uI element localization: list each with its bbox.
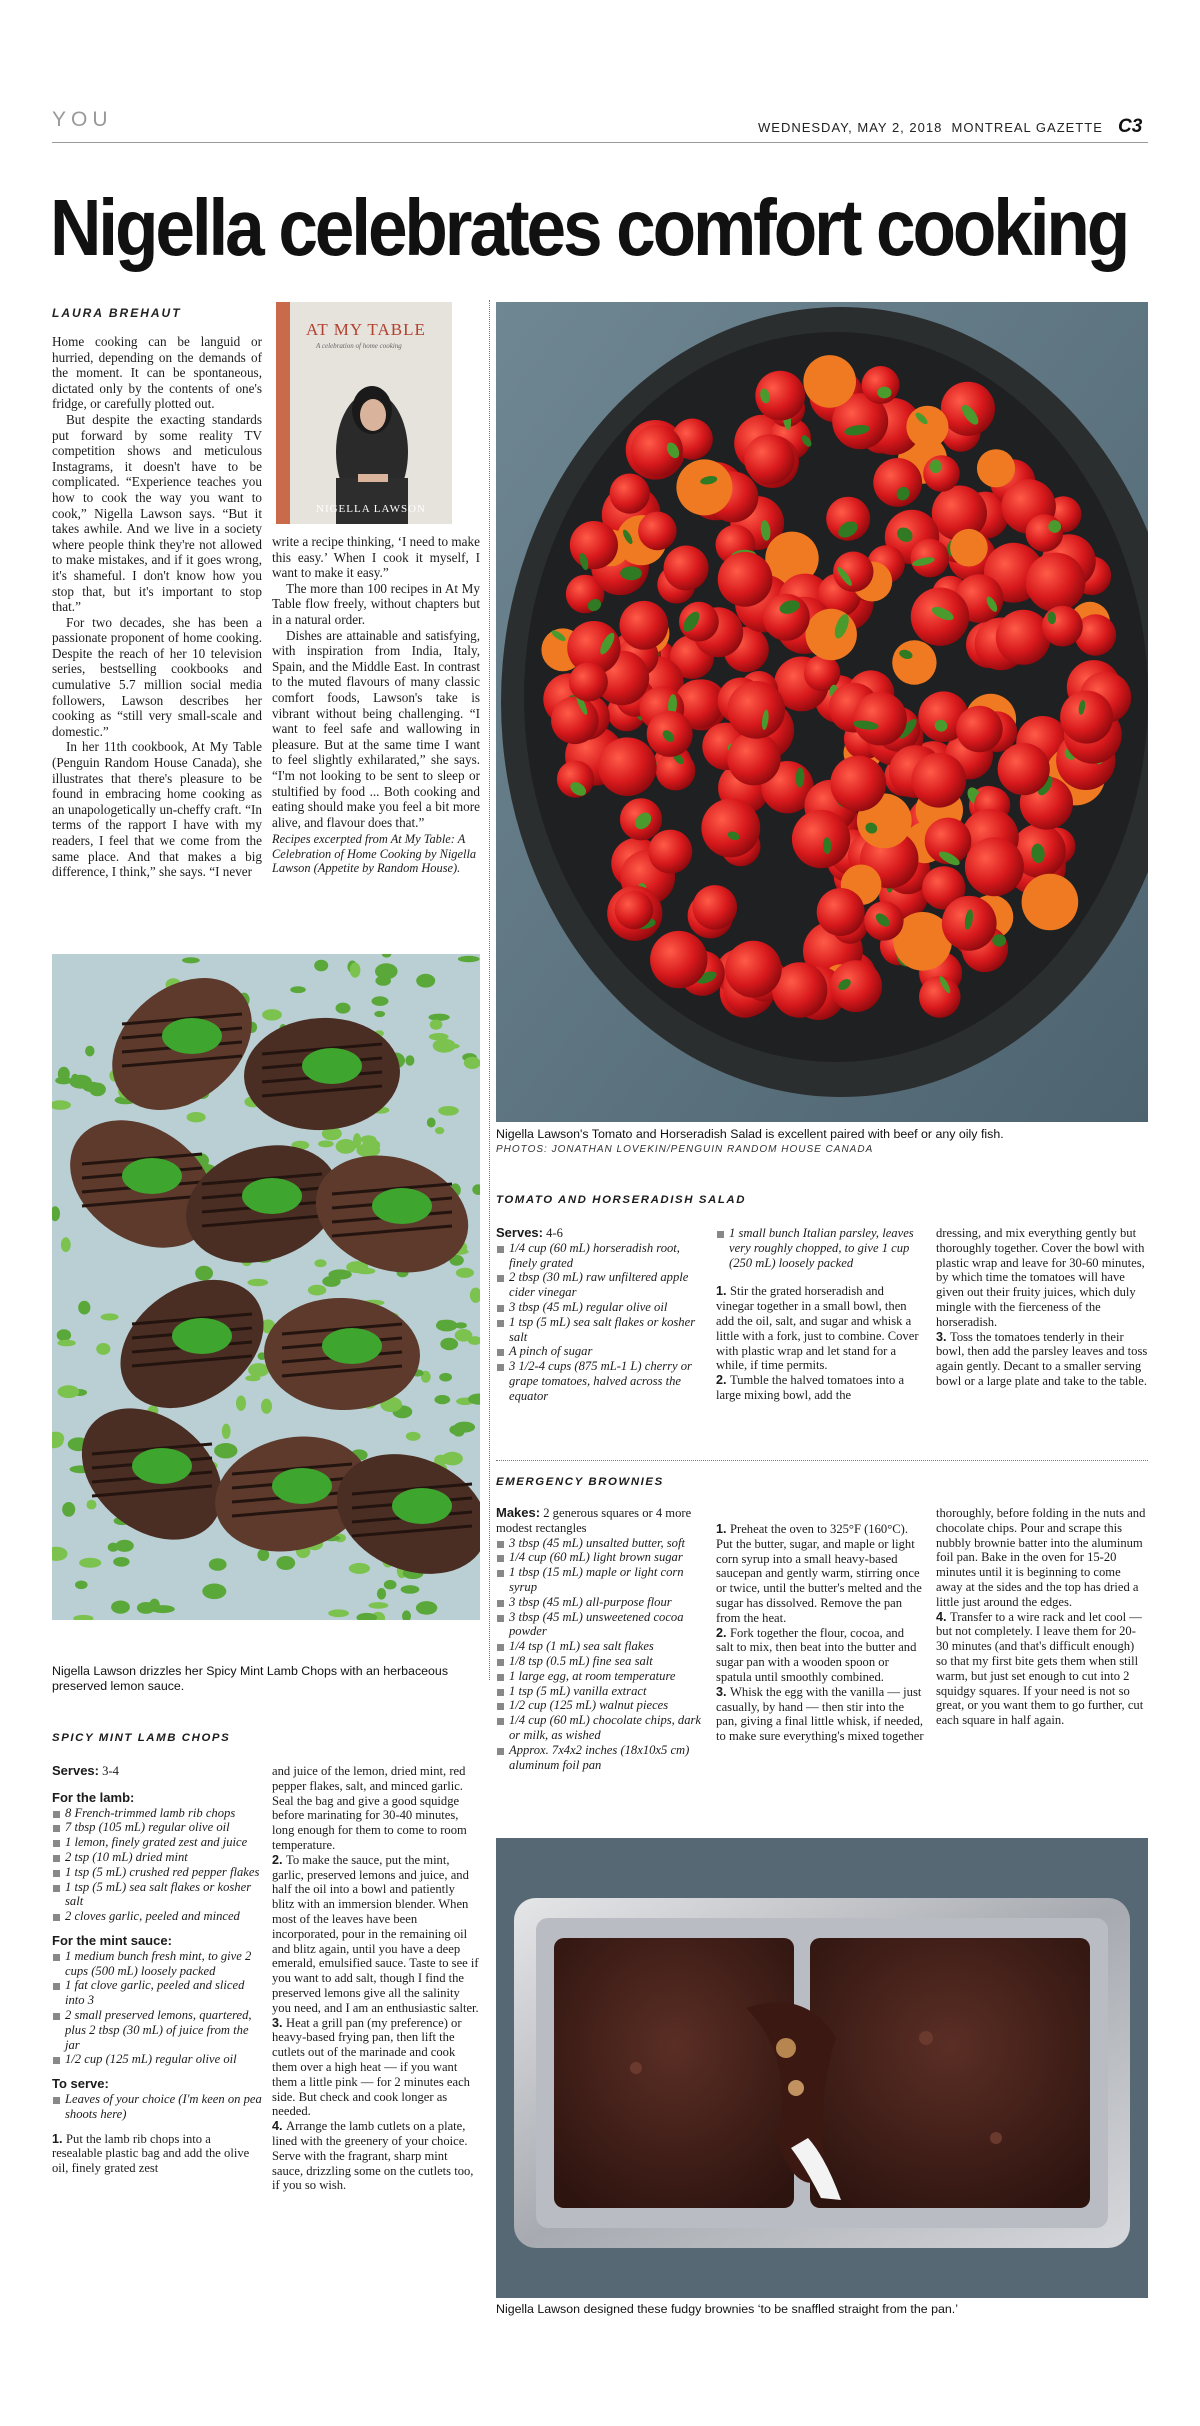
brownie-recipe-col-3 <box>936 1506 1148 1728</box>
book-cover-image <box>276 302 452 524</box>
ingredient-item: 1/2 cup (125 mL) walnut pieces <box>496 1698 706 1713</box>
ingredient-item: 2 tsp (10 mL) dried mint <box>52 1850 262 1865</box>
ingredient-item: 1/4 tsp (1 mL) sea salt flakes <box>496 1639 706 1654</box>
recipe-step <box>52 2132 262 2176</box>
step-text: Heat a grill pan (my preference) or heavy-based frying pan, then lift the cutlets out of the marinade and cook them over a high heat — if you want them a little pink — for 2 minutes each side. But check and cook longer as needed. <box>272 2015 470 2119</box>
article-paragraph: For two decades, she has been a passionate proponent of home cooking. Despite the reach of her 10 television series, bestselling cookbooks and cumulative 5.7 million social media followers, Lawson describes her cooking as “still very small-scale and domestic.” <box>52 614 262 739</box>
tomato-recipe-col-2 <box>716 1226 924 1403</box>
ingredient-list <box>496 1536 706 1773</box>
page-number: C3 <box>1118 116 1143 137</box>
step-number: 1. <box>716 1522 731 1536</box>
ingredient-item: 8 French-trimmed lamb rib chops <box>52 1806 262 1821</box>
ingredient-item: 1 tsp (5 mL) crushed red pepper flakes <box>52 1865 262 1880</box>
recipe-step <box>936 1330 1148 1389</box>
ingredient-item: 1 small bunch Italian parsley, leaves very roughly chopped, to give 1 cup (250 mL) loosely packed <box>716 1226 924 1270</box>
step-number: 4. <box>272 2119 287 2134</box>
ingredient-item: 1/2 cup (125 mL) regular olive oil <box>52 2052 262 2067</box>
lamb-chops-photo <box>52 954 480 1620</box>
ingredient-item: 1 tsp (5 mL) vanilla extract <box>496 1684 706 1699</box>
step-text: Preheat the oven to 325°F (160°C). Put the butter, sugar, and maple or light corn syrup into a small heavy-based saucepan and gently warm, stirring once or twice, until the butter's melted and the sugar has dissolved. Remove the pan from the heat. <box>716 1522 922 1625</box>
ingredient-item: 1 lemon, finely grated zest and juice <box>52 1835 262 1850</box>
recipe-step <box>936 1610 1148 1728</box>
recipe-step <box>272 2119 480 2193</box>
recipe-step <box>716 1284 924 1373</box>
lamb-recipe-title: SPICY MINT LAMB CHOPS <box>52 1732 231 1744</box>
tomato-recipe-title: TOMATO AND HORSERADISH SALAD <box>496 1194 747 1206</box>
photo-credit: PHOTOS: JONATHAN LOVEKIN/PENGUIN RANDOM HOUSE CANADA <box>496 1144 874 1155</box>
recipe-divider <box>496 1460 1148 1461</box>
tomato-salad-photo <box>496 302 1148 1122</box>
ingredient-item: 1 tsp (5 mL) sea salt flakes or kosher salt <box>496 1315 706 1345</box>
tomato-recipe-col-1 <box>496 1226 706 1404</box>
ingredient-list <box>52 1806 262 1924</box>
ingredient-item: 7 tbsp (105 mL) regular olive oil <box>52 1820 262 1835</box>
ingredient-list <box>716 1226 924 1270</box>
ingredient-item: Approx. 7x4x2 inches (18x10x5 cm) aluminum foil pan <box>496 1743 706 1773</box>
lamb-heading: For the lamb: <box>52 1789 135 1805</box>
recipe-step <box>936 1226 1148 1330</box>
recipe-step <box>716 1522 924 1626</box>
ingredient-item: Leaves of your choice (I'm keen on pea shoots here) <box>52 2092 262 2122</box>
step-text: To make the sauce, put the mint, garlic, preserved lemons and juice, and half the oil into a bowl and patiently blitz with an immersion blender. When most of the leaves have been incorporated, pour in the remaining oil and blitz again, until you have a deep emerald, emulsified sauce. Taste to see if you want to add salt, though I find the preserved lemons give all the salinity you need, and I am an enthusiastic salter. <box>272 1852 479 2015</box>
ingredient-item: 1 large egg, at room temperature <box>496 1669 706 1684</box>
step-number: 3. <box>716 1684 731 1699</box>
step-text: Toss the tomatoes tenderly in their bowl, then add the parsley leaves and toss again gently. Decant to a smaller serving bowl or a large plate and take to the table. <box>936 1329 1148 1388</box>
section-label: YOU <box>52 108 113 131</box>
ingredient-list <box>52 1949 262 2067</box>
recipe-step <box>936 1506 1148 1610</box>
step-text: Stir the grated horseradish and vinegar together in a small bowl, then add the oil, salt, and sugar and whisk a little with a fork, just to combine. Cover with plastic wrap and let stand for a while, if time permits. <box>716 1284 919 1373</box>
dateline: WEDNESDAY, MAY 2, 2018 MONTREAL GAZETTE <box>758 120 1103 135</box>
headline: Nigella celebrates comfort cooking <box>50 183 1128 272</box>
brownie-recipe-title: EMERGENCY BROWNIES <box>496 1476 664 1488</box>
step-number: 2. <box>716 1373 731 1388</box>
ingredient-list <box>496 1241 706 1404</box>
header-rule <box>52 142 1148 143</box>
recipe-step <box>272 2016 480 2120</box>
ingredient-item: 1/4 cup (60 mL) light brown sugar <box>496 1550 706 1565</box>
lamb-caption: Nigella Lawson drizzles her Spicy Mint Lamb Chops with an herbaceous preserved lemon sauce. <box>52 1664 449 1693</box>
ingredient-item: 2 cloves garlic, peeled and minced <box>52 1909 262 1924</box>
book-title: AT MY TABLE <box>306 320 426 339</box>
serves-label: Serves: <box>52 1763 99 1778</box>
ingredient-item: 1/4 cup (60 mL) chocolate chips, dark or milk, as wished <box>496 1713 706 1743</box>
ingredient-item: 1/4 cup (60 mL) horseradish root, finely grated <box>496 1241 706 1271</box>
ingredient-list <box>52 2092 262 2122</box>
brownie-recipe-col-1 <box>496 1506 706 1772</box>
step-text: Fork together the flour, cocoa, and salt to mix, then beat into the butter and sugar pan with a wooden spoon or spatula until smoothly combined. <box>716 1625 917 1684</box>
makes-value: 2 generous squares or 4 more modest rectangles <box>496 1506 692 1535</box>
recipe-step <box>272 1853 480 2016</box>
ingredient-item: 1/8 tsp (0.5 mL) fine sea salt <box>496 1654 706 1669</box>
step-text: Whisk the egg with the vanilla — just casually, by hand — then stir into the pan, giving a final little whisk, if needed, to make sure everything's mixed together <box>716 1684 924 1744</box>
ingredient-item: 3 tbsp (45 mL) all-purpose flour <box>496 1595 706 1610</box>
ingredient-item: 3 tbsp (45 mL) unsalted butter, soft <box>496 1536 706 1551</box>
ingredient-item: 3 tbsp (45 mL) regular olive oil <box>496 1300 706 1315</box>
step-text: Transfer to a wire rack and let cool — but not completely. I leave them for 20-30 minutes (and that's difficult enough) so that my first bite gets them when still warm, but just set enough to cut into 2 squidgy squares. If your need is not so great, or you want them to go further, cut each square in half again. <box>936 1609 1144 1728</box>
step-number: 3. <box>936 1329 951 1344</box>
ingredient-item: 3 tbsp (45 mL) unsweetened cocoa powder <box>496 1610 706 1640</box>
article-paragraph: write a recipe thinking, ‘I need to make this easy.’ When I cook it myself, I want to make it easy.” <box>272 534 480 581</box>
article-paragraph: But despite the exacting standards put forward by some reality TV competition shows and meticulous Instagrams, it doesn't have to be complicated. “Experience teaches you how to cook the way you want to cook,” Nigella Lawson says. “But it takes awhile. And we live in a society where people think they're not allowed to make mistakes, and if it goes wrong, it's shameful. I don't know how you stop that, but it's important to stop that.” <box>52 411 262 615</box>
recipe-step <box>272 1764 480 1853</box>
recipe-step <box>716 1626 924 1685</box>
step-number: 2. <box>272 1852 287 1867</box>
step-text: Tumble the halved tomatoes into a large mixing bowl, add the <box>716 1373 905 1402</box>
step-number: 2. <box>716 1625 731 1640</box>
serve-heading: To serve: <box>52 2076 109 2092</box>
article-body-right <box>272 534 480 876</box>
step-number: 4. <box>936 1609 951 1624</box>
step-text: dressing, and mix everything gently but thoroughly together. Cover the bowl with plastic wrap and leave for 30-60 minutes, by which time the tomatoes will have given out their fruity juices, which duly mingle with the fierceness of the horseradish. <box>936 1226 1145 1329</box>
step-text: Arrange the lamb cutlets on a plate, lined with the greenery of your choice. Serve with the fragrant, sharp mint sauce, drizzling some on the cutlets too, if you so wish. <box>272 2119 474 2193</box>
book-subtitle: A celebration of home cooking <box>316 342 402 350</box>
article-paragraph: The more than 100 recipes in At My Table flow freely, without chapters but in a natural order. <box>272 580 480 627</box>
recipe-step <box>716 1685 924 1744</box>
tomato-caption: Nigella Lawson's Tomato and Horseradish Salad is excellent paired with beef or any oily fish. <box>496 1127 1004 1141</box>
ingredient-item: 1 fat clove garlic, peeled and sliced into 3 <box>52 1978 262 2008</box>
step-text: and juice of the lemon, dried mint, red pepper flakes, salt, and minced garlic. Seal the bag and give a good squidge before marinating for 30-40 minutes, long enough for them to come to room temperature. <box>272 1764 467 1852</box>
brownies-caption: Nigella Lawson designed these fudgy brownies ‘to be snaffled straight from the pan.’ <box>496 2302 958 2316</box>
ingredient-item: 1 medium bunch fresh mint, to give 2 cups (500 mL) loosely packed <box>52 1949 262 1979</box>
step-text: Put the lamb rib chops into a resealable plastic bag and add the olive oil, finely grated zest <box>52 2131 250 2176</box>
tomato-recipe-col-3 <box>936 1226 1148 1389</box>
ingredient-item: 1 tbsp (15 mL) maple or light corn syrup <box>496 1565 706 1595</box>
serves-value: 4-6 <box>546 1226 563 1240</box>
step-text: thoroughly, before folding in the nuts and chocolate chips. Pour and scrape this nubbly brownie batter into the aluminum foil pan. Bake in the oven for 15-20 minutes until it is beginning to come away at the sides and the top has dried a little just around the edges. <box>936 1506 1146 1609</box>
article-paragraph: In her 11th cookbook, At My Table (Penguin Random House Canada), she illustrates that there's pleasure to be found in embracing home cooking as an unapologetically un-cheffy craft. “In terms of the rapport I have with my readers, I feel that we come from the same place. And that makes a big difference, I think,” she says. “I never <box>52 739 262 880</box>
step-number: 1. <box>52 2131 67 2146</box>
ingredient-item: 3 1/2-4 cups (875 mL-1 L) cherry or grape tomatoes, halved across the equator <box>496 1359 706 1403</box>
ingredient-item: 2 tbsp (30 mL) raw unfiltered apple cider vinegar <box>496 1270 706 1300</box>
serves-label: Serves: <box>496 1225 543 1240</box>
column-divider <box>489 300 490 1680</box>
brownie-recipe-col-2 <box>716 1522 924 1744</box>
ingredient-item: A pinch of sugar <box>496 1344 706 1359</box>
step-number: 3. <box>272 2015 287 2030</box>
book-author: NIGELLA LAWSON <box>316 503 426 515</box>
article-paragraph: Home cooking can be languid or hurried, depending on the demands of the moment. It can be spontaneous, dictated only by the contents of one's fridge, or carefully plotted out. <box>52 334 262 412</box>
recipe-step <box>716 1373 924 1403</box>
lamb-recipe-col-1 <box>52 1764 262 2176</box>
ingredient-item: 2 small preserved lemons, quartered, plus 2 tbsp (30 mL) of juice from the jar <box>52 2008 262 2052</box>
sauce-heading: For the mint sauce: <box>52 1932 172 1948</box>
serves-value: 3-4 <box>102 1764 119 1778</box>
makes-label: Makes: <box>496 1505 541 1520</box>
article-body-left <box>52 334 262 944</box>
article-paragraph: Dishes are attainable and satisfying, with inspiration from India, Italy, Spain, and the Middle East. In contrast to the muted flavours of many classic comfort foods, Lawson's take is vibrant without being challenging. “I want to feel safe and wallowing in pleasure. But at the same time I want to feel slightly exhilarated,” she says. “I'm not looking to be sent to sleep or stultified by food ... Both cooking and eating should make you feel a bit more alive, and flavour does that.” <box>272 627 480 830</box>
excerpt-note: Recipes excerpted from At My Table: A Celebration of Home Cooking by Nigella Lawson (Appetite by Random House). <box>272 832 477 876</box>
lamb-recipe-col-2 <box>272 1764 480 2193</box>
brownies-photo <box>496 1838 1148 2298</box>
ingredient-item: 1 tsp (5 mL) sea salt flakes or kosher salt <box>52 1880 262 1910</box>
step-number: 1. <box>716 1284 731 1299</box>
byline: LAURA BREHAUT <box>52 306 182 320</box>
